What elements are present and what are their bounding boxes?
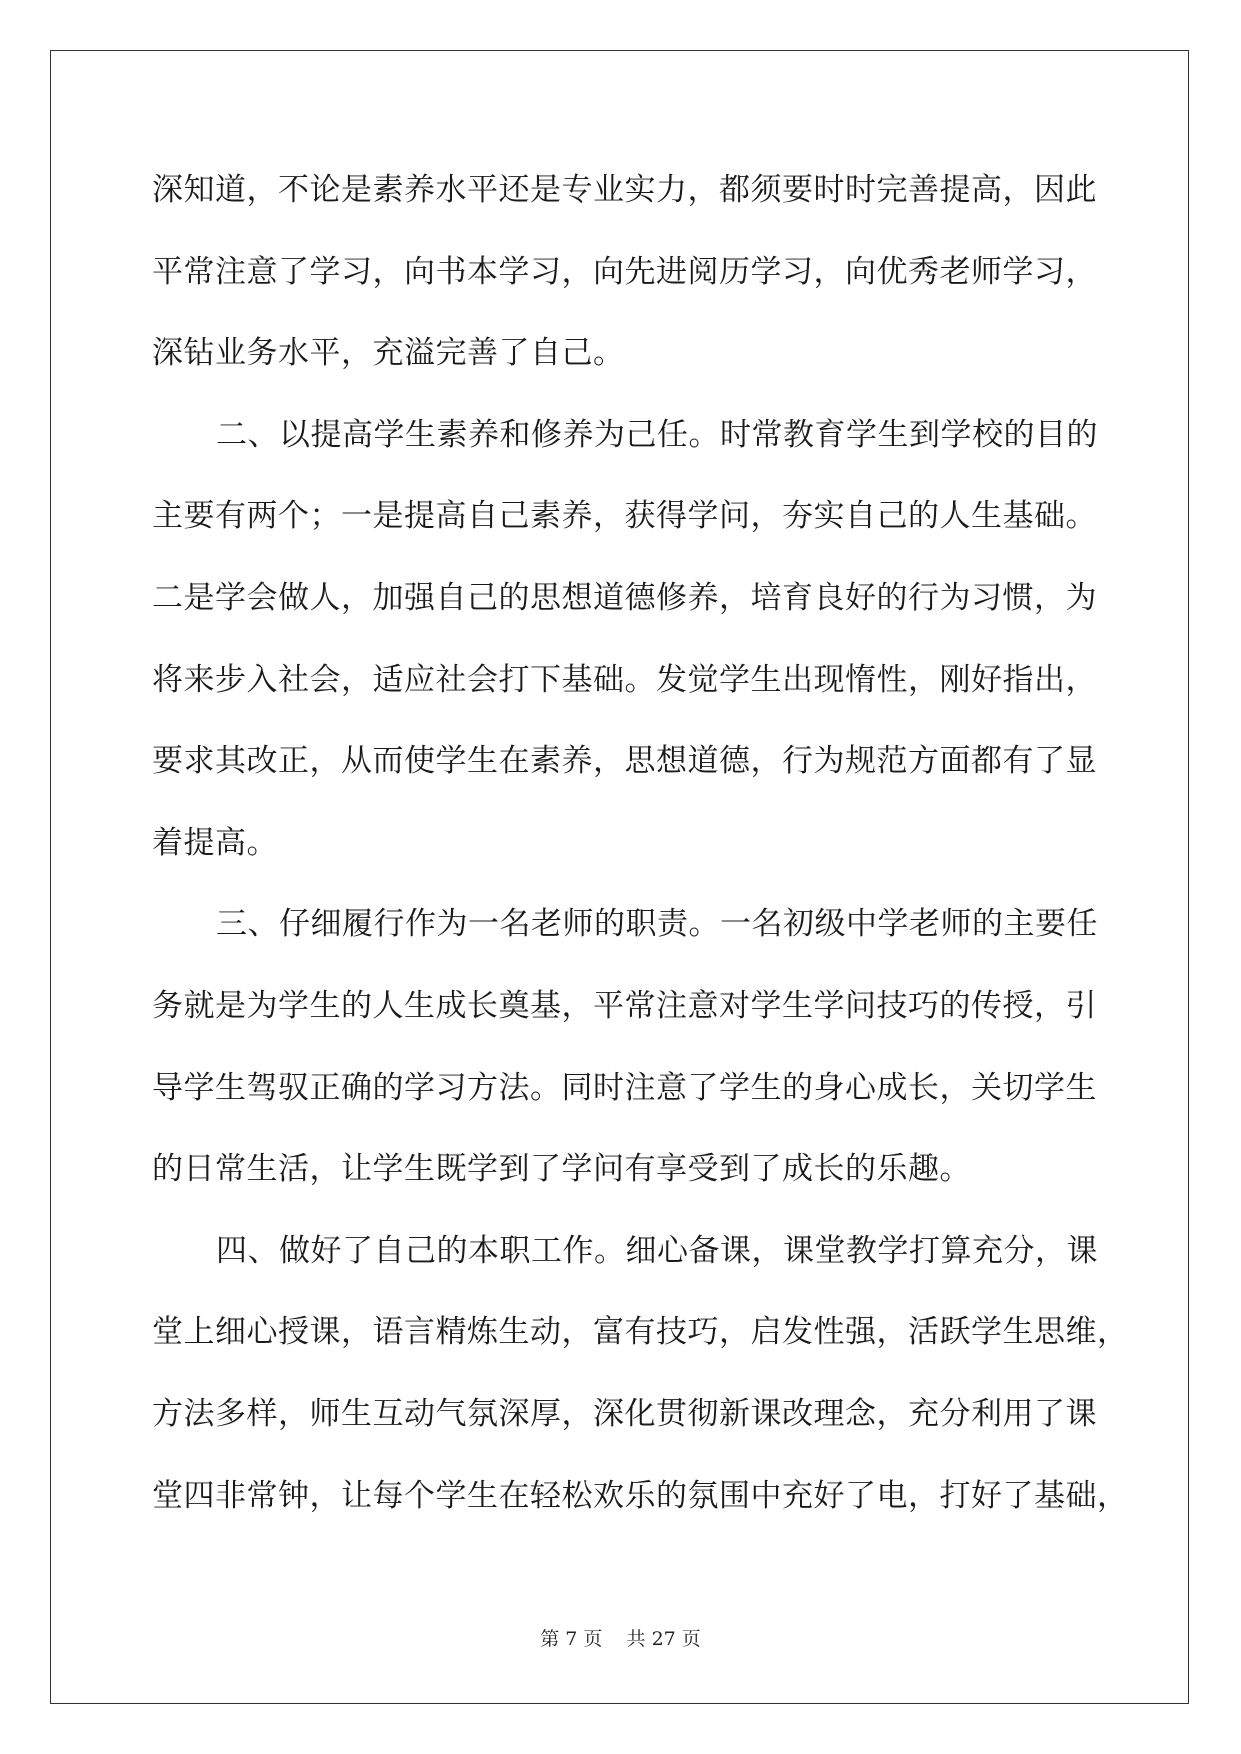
text-line-3: 深钻业务水平，充溢完善了自己。 (152, 335, 625, 372)
document-body (152, 164, 1129, 1551)
text-line-4: 二、以提高学生素养和修养为己任。时常教育学生到学校的目的 (216, 416, 1098, 453)
text-line-2: 平常注意了学习，向书本学习，向先进阅历学习，向优秀老师学习， (152, 253, 1097, 290)
page-number-footer: 第 7 页 共 27 页 (540, 1628, 701, 1650)
text-line-8: 要求其改正，从而使学生在素养，思想道德，行为规范方面都有了显 (152, 743, 1097, 780)
text-line-6: 二是学会做人，加强自己的思想道德修养，培育良好的行为习惯，为 (152, 579, 1097, 616)
text-line-15: 堂上细心授课，语言精炼生动，富有技巧，启发性强，活跃学生思维， (152, 1314, 1129, 1351)
text-line-13: 的日常生活，让学生既学到了学问有享受到了成长的乐趣。 (152, 1151, 971, 1188)
text-line-17: 堂四非常钟，让每个学生在轻松欢乐的氛围中充好了电，打好了基础， (152, 1477, 1129, 1514)
text-line-11: 务就是为学生的人生成长奠基，平常注意对学生学问技巧的传授，引 (152, 987, 1097, 1024)
text-line-1: 深知道，不论是素养水平还是专业实力，都须要时时完善提高，因此 (152, 172, 1097, 208)
text-line-12: 导学生驾驭正确的学习方法。同时注意了学生的身心成长，关切学生 (152, 1069, 1097, 1106)
text-line-7: 将来步入社会，适应社会打下基础。发觉学生出现惰性，刚好指出， (152, 661, 1097, 698)
text-line-9: 着提高。 (152, 824, 278, 861)
text-line-10: 三、仔细履行作为一名老师的职责。一名初级中学老师的主要任 (216, 906, 1098, 943)
text-line-16: 方法多样，师生互动气氛深厚，深化贯彻新课改理念，充分利用了课 (152, 1395, 1097, 1432)
text-line-5: 主要有两个；一是提高自己素养，获得学问，夯实自己的人生基础。 (152, 498, 1097, 535)
text-line-14: 四、做好了自己的本职工作。细心备课，课堂教学打算充分，课 (216, 1232, 1098, 1269)
